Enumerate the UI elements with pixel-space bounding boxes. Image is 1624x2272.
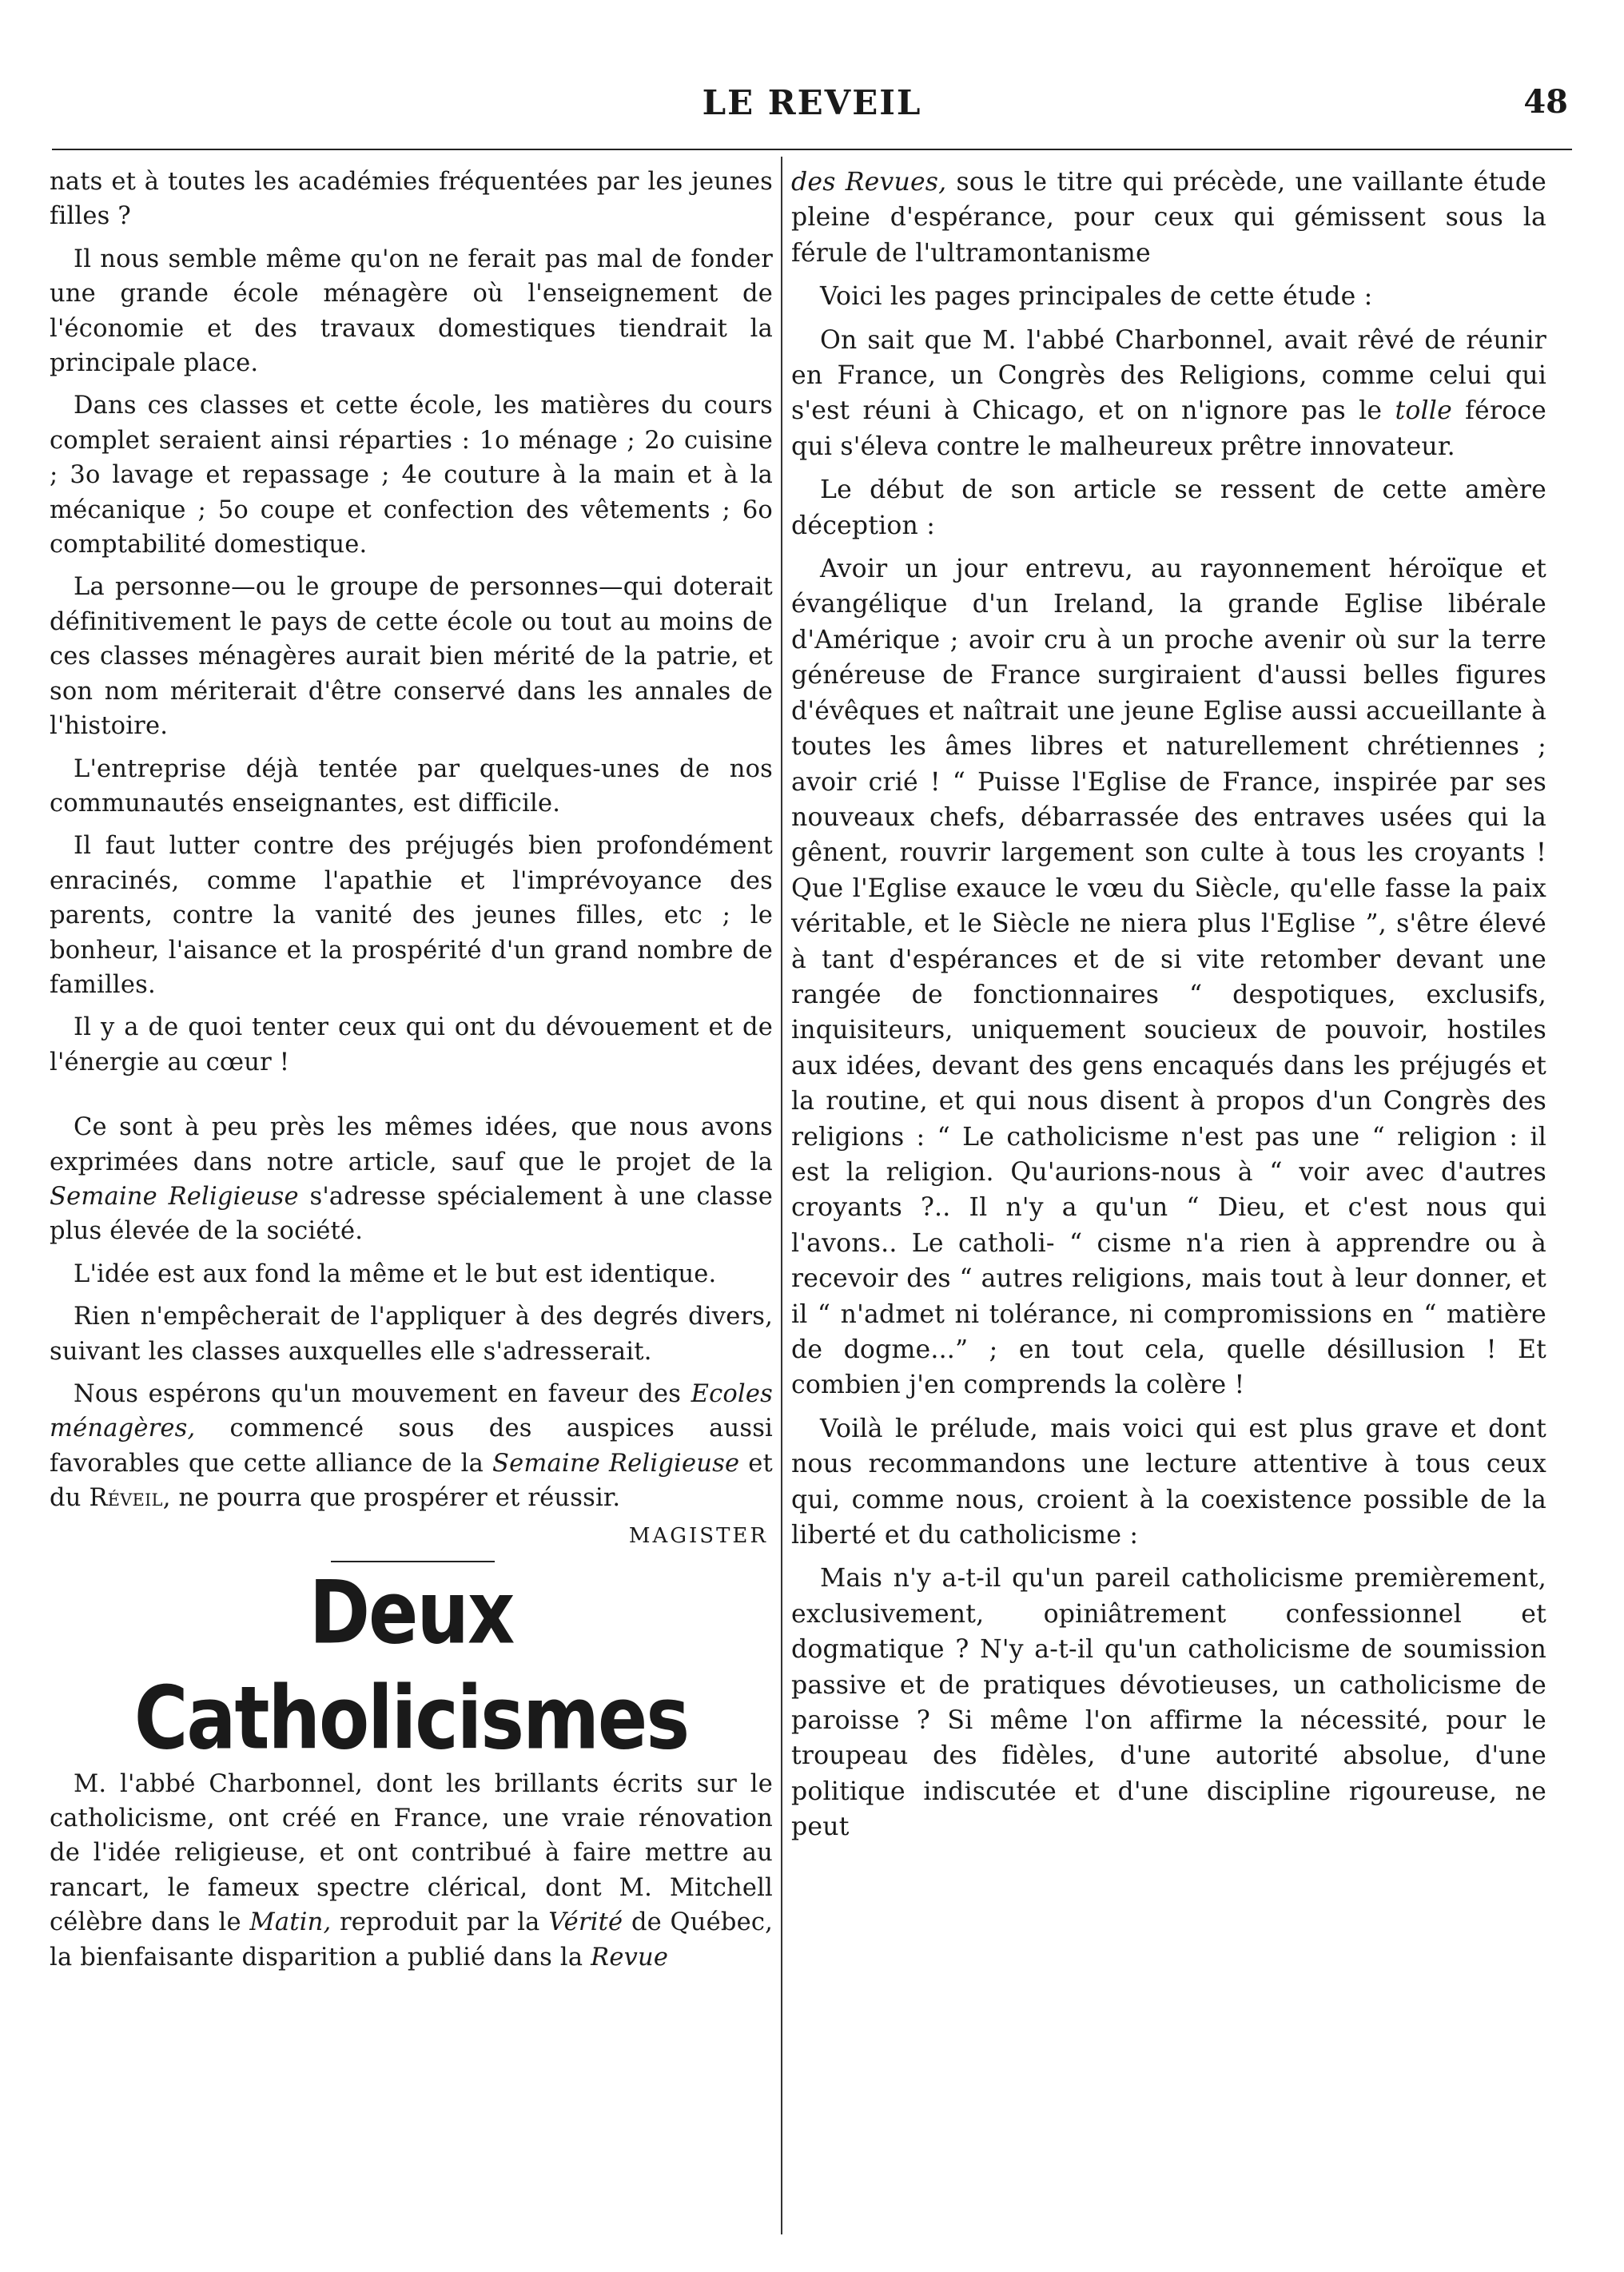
quoted-paragraph: Avoir un jour entrevu, au rayonnement héroïque et évangélique d'un Ireland, la grande Eglise libérale d'Amérique ; avoir cru à un proche avenir où sur la terre généreuse de France surgiraient d'aussi belles figures d'évêques et naîtrait une jeune Eglise aussi accueillante à toutes les âmes libres et naturellement chrétiennes ; avoir crié ! “ Puisse l'Eglise de France, inspirée par ses nouveaux chefs, débarrassée des entraves usées qui la gênent, rouvrir largement son culte à tous les croyants ! Que l'Eglise exauce le vœu du Siècle, qu'elle fasse la paix véritable, et le Siècle ne niera plus l'Eglise ”, s'être élevé à tant d'espérances et de si vite retomber devant une rangée de fonctionnaires “ despotiques, exclusifs, inquisiteurs, uniquement soucieux de pouvoir, hostiles aux idées, devant des gens encaqués dans les préjugés et la routine, et qui nous disent à propos d'un Congrès des religions : “ Le catholicisme n'est pas une “ religion : il est la religion. Qu'aurions-nous à “ voir avec d'autres croyants ?.. Il n'y a qu'un “ Dieu, et c'est nous qui l'avons.. Le catholi- “ cisme n'a rien à apprendre ou à recevoir des “ autres religions, mais tout à leur donner, et il “ n'admet ni tolérance, ni compromissions en “ matière de dogme...” ; en tout cela, quelle désillusion ! Et combien j'en comprends la colère ! (791, 555, 1546, 1400)
italic-text: des Revues, (791, 168, 947, 197)
paragraph: Il y a de quoi tenter ceux qui ont du dévouement et de l'énergie au cœur ! (50, 1013, 773, 1076)
paragraph: nats et à toutes les académies fréquentées par les jeunes filles ? (50, 168, 773, 231)
paragraph: La personne—ou le groupe de personnes—qui doterait définitivement le pays de cette école ou tout au moins de ces classes ménagères aurait bien mérité de la patrie, et son nom mériterait d'être conservé dans les annales de l'histoire. (50, 573, 773, 741)
paragraph (791, 165, 1546, 271)
text-run: On sait que M. l'abbé Charbonnel, avait rêvé de réunir en France, un Congrès des Religions, comme celui qui s'est réuni à Chicago, et on n'ignore pas le (791, 325, 1546, 426)
small-caps-text: Réveil (89, 1484, 163, 1513)
text-run: et du (50, 1449, 773, 1513)
left-column (50, 165, 773, 2242)
paragraph (50, 1767, 773, 1975)
text-run: sous le titre qui précède, une vaillante étude pleine d'espérance, pour ceux qui gémissent sous la férule de l'ultramontanisme (791, 168, 1546, 268)
italic-text: Semaine Religieuse (50, 1182, 299, 1211)
paragraph: Il faut lutter contre des préjugés bien profondément enracinés, comme l'apathie et l'imprévoyance des parents, contre la vanité des jeunes filles, etc ; le bonheur, l'aisance et la prospérité d'un grand nombre de familles. (50, 832, 773, 999)
text-run: commencé sous des auspices aussi favorables que cette alliance de la (50, 1415, 773, 1478)
italic-text: Semaine Religieuse (492, 1449, 740, 1478)
text-run: reproduit par la (331, 1908, 549, 1937)
right-column (791, 165, 1546, 2242)
text-run: , ne pourra que prospérer et réussir. (162, 1484, 621, 1513)
text-run: de Québec, la bienfaisante disparition a publié dans la (50, 1908, 773, 1972)
paragraph (791, 323, 1546, 465)
italic-text: Vérité (548, 1908, 623, 1937)
column-divider (781, 157, 782, 2234)
paragraph: Voici les pages principales de cette étude : (820, 282, 1373, 312)
text-run: féroce qui s'éleva contre le malheureux prêtre innovateur. (791, 396, 1546, 461)
paragraph: L'entreprise déjà tentée par quelques-unes de nos communautés enseignantes, est difficile. (50, 754, 773, 818)
paragraph: L'idée est aux fond la même et le but est identique. (74, 1259, 717, 1288)
article-headline: Deux Catholicismes (133, 1562, 689, 1769)
text-run: Nous espérons qu'un mouvement en faveur des (74, 1380, 691, 1408)
paragraph (50, 1110, 773, 1249)
signature: MAGISTER (628, 1523, 768, 1548)
paragraph (50, 1377, 773, 1516)
paragraph: Voilà le prélude, mais voici qui est plus grave et dont nous recommandons une lecture attentive à tous ceux qui, comme nous, croient à la coexistence possible de la liberté et du catholicisme : (791, 1414, 1546, 1550)
paragraph: Le début de son article se ressent de cette amère déception : (791, 475, 1546, 540)
paragraph: Dans ces classes et cette école, les matières du cours complet seraient ainsi réparties : 1o ménage ; 2o cuisine ; 3o lavage et repassage ; 4e couture à la main et à la mécanique ; 5o coupe et confection des vêtements ; 6o comptabilité domestique. (50, 392, 773, 559)
paragraph: Rien n'empêcherait de l'appliquer à des degrés divers, suivant les classes auxquelles elle s'adresserait. (50, 1303, 773, 1366)
running-head (56, 83, 1568, 128)
paragraph: Il nous semble même qu'on ne ferait pas mal de fonder une grande école ménagère où l'enseignement de l'économie et des travaux domestiques tiendrait la principale place. (50, 245, 773, 378)
page-number: 48 (1523, 83, 1568, 121)
header-rule (52, 149, 1572, 150)
running-title: LE REVEIL (702, 83, 922, 122)
text-run: Ce sont à peu près les mêmes idées, que nous avons exprimées dans notre article, sauf que le projet de la (50, 1113, 773, 1176)
italic-text: tolle (1395, 396, 1452, 426)
quoted-paragraph: Mais n'y a-t-il qu'un pareil catholicisme premièrement, exclusivement, opiniâtrement confessionnel et dogmatique ? N'y a-t-il qu'un catholicisme de soumission passive et de pratiques dévotieuses, un catholicisme de paroisse ? Si même l'on affirme la nécessité, pour le troupeau des fidèles, d'une autorité absolue, d'une politique indiscutée et d'une discipline rigoureuse, ne peut (791, 1564, 1546, 1842)
italic-text: Matin, (249, 1908, 332, 1937)
italic-text: Revue (591, 1943, 669, 1972)
text-run: s'adresse spécialement à une classe plus élevée de la société. (50, 1182, 773, 1246)
italic-text: Ecoles ménagères, (50, 1380, 773, 1443)
text-run: M. l'abbé Charbonnel, dont les brillants écrits sur le catholicisme, ont créé en France, une vraie rénovation de l'idée religieuse, et ont contribué à faire mettre au rancart, le fameux spectre clérical, dont M. Mitchell célèbre dans le (50, 1769, 773, 1937)
